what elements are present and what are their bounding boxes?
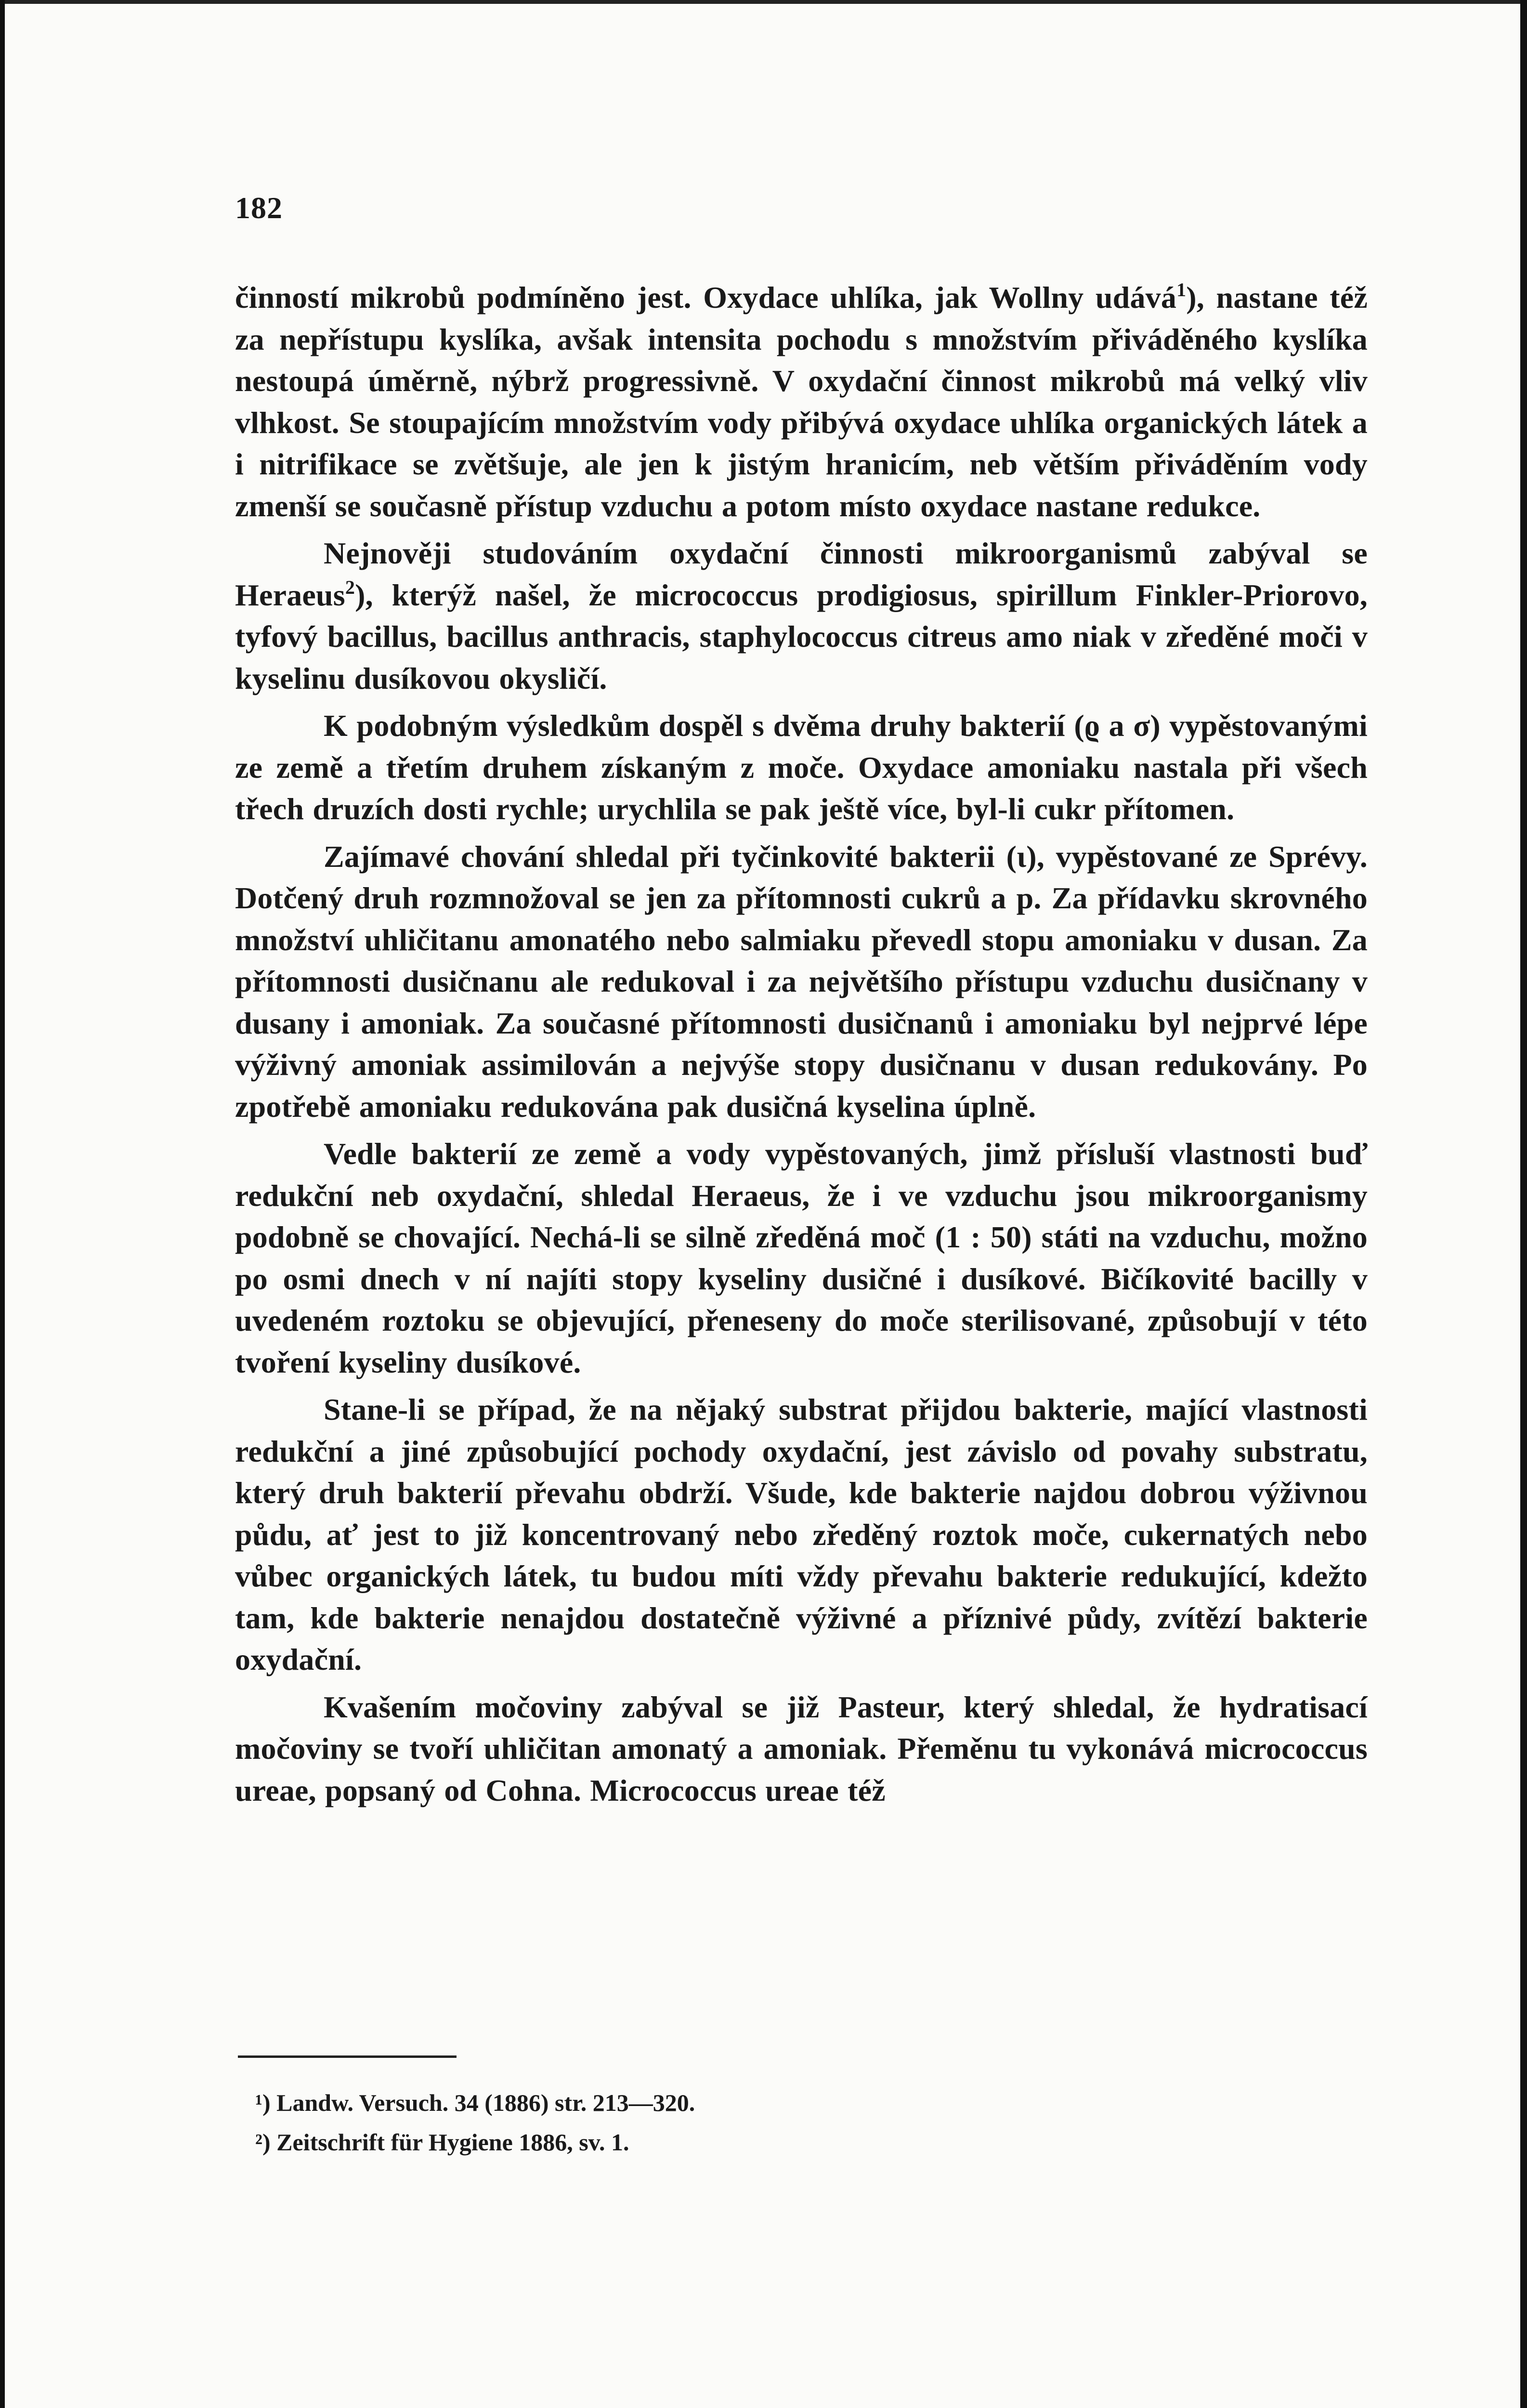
- footnote-reference: 1: [1176, 279, 1187, 301]
- paragraph: [235, 277, 1368, 527]
- footnote-text: Zeitschrift für Hygiene 1886, sv. 1.: [270, 2129, 629, 2156]
- paragraph: [235, 533, 1368, 699]
- footnote-reference: 2: [345, 576, 355, 598]
- paragraph-text: K podobným výsledkům dospěl s dvěma druhy bakterií (ϱ a σ) vypěstovanými ze země a třetím druhem získaným z moče. Oxydace amoniaku nastala při všech třech druzích dosti rychle; urychlila se pak ještě více, byl-li cukr přítomen.: [235, 708, 1368, 826]
- paragraph: [235, 1133, 1368, 1383]
- paragraph: [235, 1389, 1368, 1681]
- scan-border-top: [0, 0, 1527, 4]
- paragraph-text: Stane-li se případ, že na nějaký substrat přijdou bakterie, mající vlastnosti redukční a jiné způsobující pochody oxydační, jest závislo od povahy substratu, který druh bakterií převahu obdrží. Všude, kde bakterie najdou dobrou výživnou půdu, ať jest to již koncentrovaný nebo zředěný roztok moče, cukernatých nebo vůbec organických látek, tu budou míti vždy převahu bakterie redukující, kdežto tam, kde bakterie nenajdou dostatečně výživné a příznivé půdy, zvítězí bakterie oxydační.: [235, 1392, 1368, 1676]
- footnote: [255, 2083, 1315, 2122]
- paragraph: [235, 1687, 1368, 1812]
- page-number: 182: [235, 191, 283, 225]
- paragraph-text: činností mikrobů podmíněno jest. Oxydace uhlíka, jak Wollny udává: [235, 280, 1177, 314]
- paragraph-text: Kvašením močoviny zabýval se již Pasteur, který shledal, že hydratisací močoviny se tvoří uhličitan amonatý a amoniak. Přeměnu tu vykonává micrococcus ureae, popsaný od Cohna. Micrococcus ureae též: [235, 1689, 1368, 1807]
- footnote-separator: [238, 2055, 457, 2058]
- paragraph-text: ), kterýž našel, že micrococcus prodigiosus, spirillum Finkler-Priorovo, tyfový bacillus, bacillus anthracis, staphylococcus citreus amo niak v zředěné moči v kyselinu dusíkovou okysličí.: [235, 577, 1368, 695]
- paragraph: [235, 705, 1368, 830]
- paragraph: [235, 836, 1368, 1128]
- scan-border-left: [0, 0, 5, 2408]
- scan-border-right: [1520, 0, 1527, 2408]
- footnote-text: Landw. Versuch. 34 (1886) str. 213—320.: [270, 2089, 695, 2116]
- footnote: [255, 2122, 1315, 2162]
- body-text: [235, 277, 1368, 1811]
- footnote-marker: ¹): [255, 2089, 271, 2116]
- paragraph-text: Vedle bakterií ze země a vody vypěstovaných, jimž přísluší vlastnosti buď redukční neb oxydační, shledal Heraeus, že i ve vzduchu jsou mikroorganismy podobně se chovající. Nechá-li se silně zředěná moč (1 : 50) státi na vzduchu, možno po osmi dnech v ní najíti stopy kyseliny dusičné i dusíkové. Bičíkovité bacilly v uvedeném roztoku se objevující, přeneseny do moče sterilisované, způsobují v této tvoření kyseliny dusíkové.: [235, 1137, 1368, 1379]
- paragraph-text: Zajímavé chování shledal při tyčinkovité bakterii (ι), vypěstované ze Sprévy. Dotčený druh rozmnožoval se jen za přítomnosti cukrů a p. Za přídavku skrovného množství uhličitanu amonatého nebo salmiaku převedl stopu amoniaku v dusan. Za přítomnosti dusičnanu ale redukoval i za největšího přístupu vzduchu dusičnany v dusany i amoniak. Za současné přítomnosti dusičnanů i amoniaku byl nejprvé lépe výživný amoniak assimilován a nejvýše stopy dusičnanu v dusan redukovány. Po zpotřebě amoniaku redukována pak dusičná kyselina úplně.: [235, 839, 1368, 1124]
- paragraph-text: Nejnověji studováním oxydační činnosti mikroorganismů zabýval se Heraeus: [235, 536, 1368, 612]
- footnotes: [255, 2083, 1315, 2162]
- footnote-marker: ²): [255, 2129, 271, 2156]
- paragraph-text: ), nastane též za nepřístupu kyslíka, avšak intensita pochodu s množstvím přiváděného kyslíka nestoupá úměrně, nýbrž progressivně. V oxydační činnost mikrobů má velký vliv vlhkost. Se stoupajícím množstvím vody přibývá oxydace uhlíka organických látek a i nitrifikace se zvětšuje, ale jen k jistým hranicím, neb větším přiváděním vody zmenší se současně přístup vzduchu a potom místo oxydace nastane redukce.: [235, 280, 1368, 523]
